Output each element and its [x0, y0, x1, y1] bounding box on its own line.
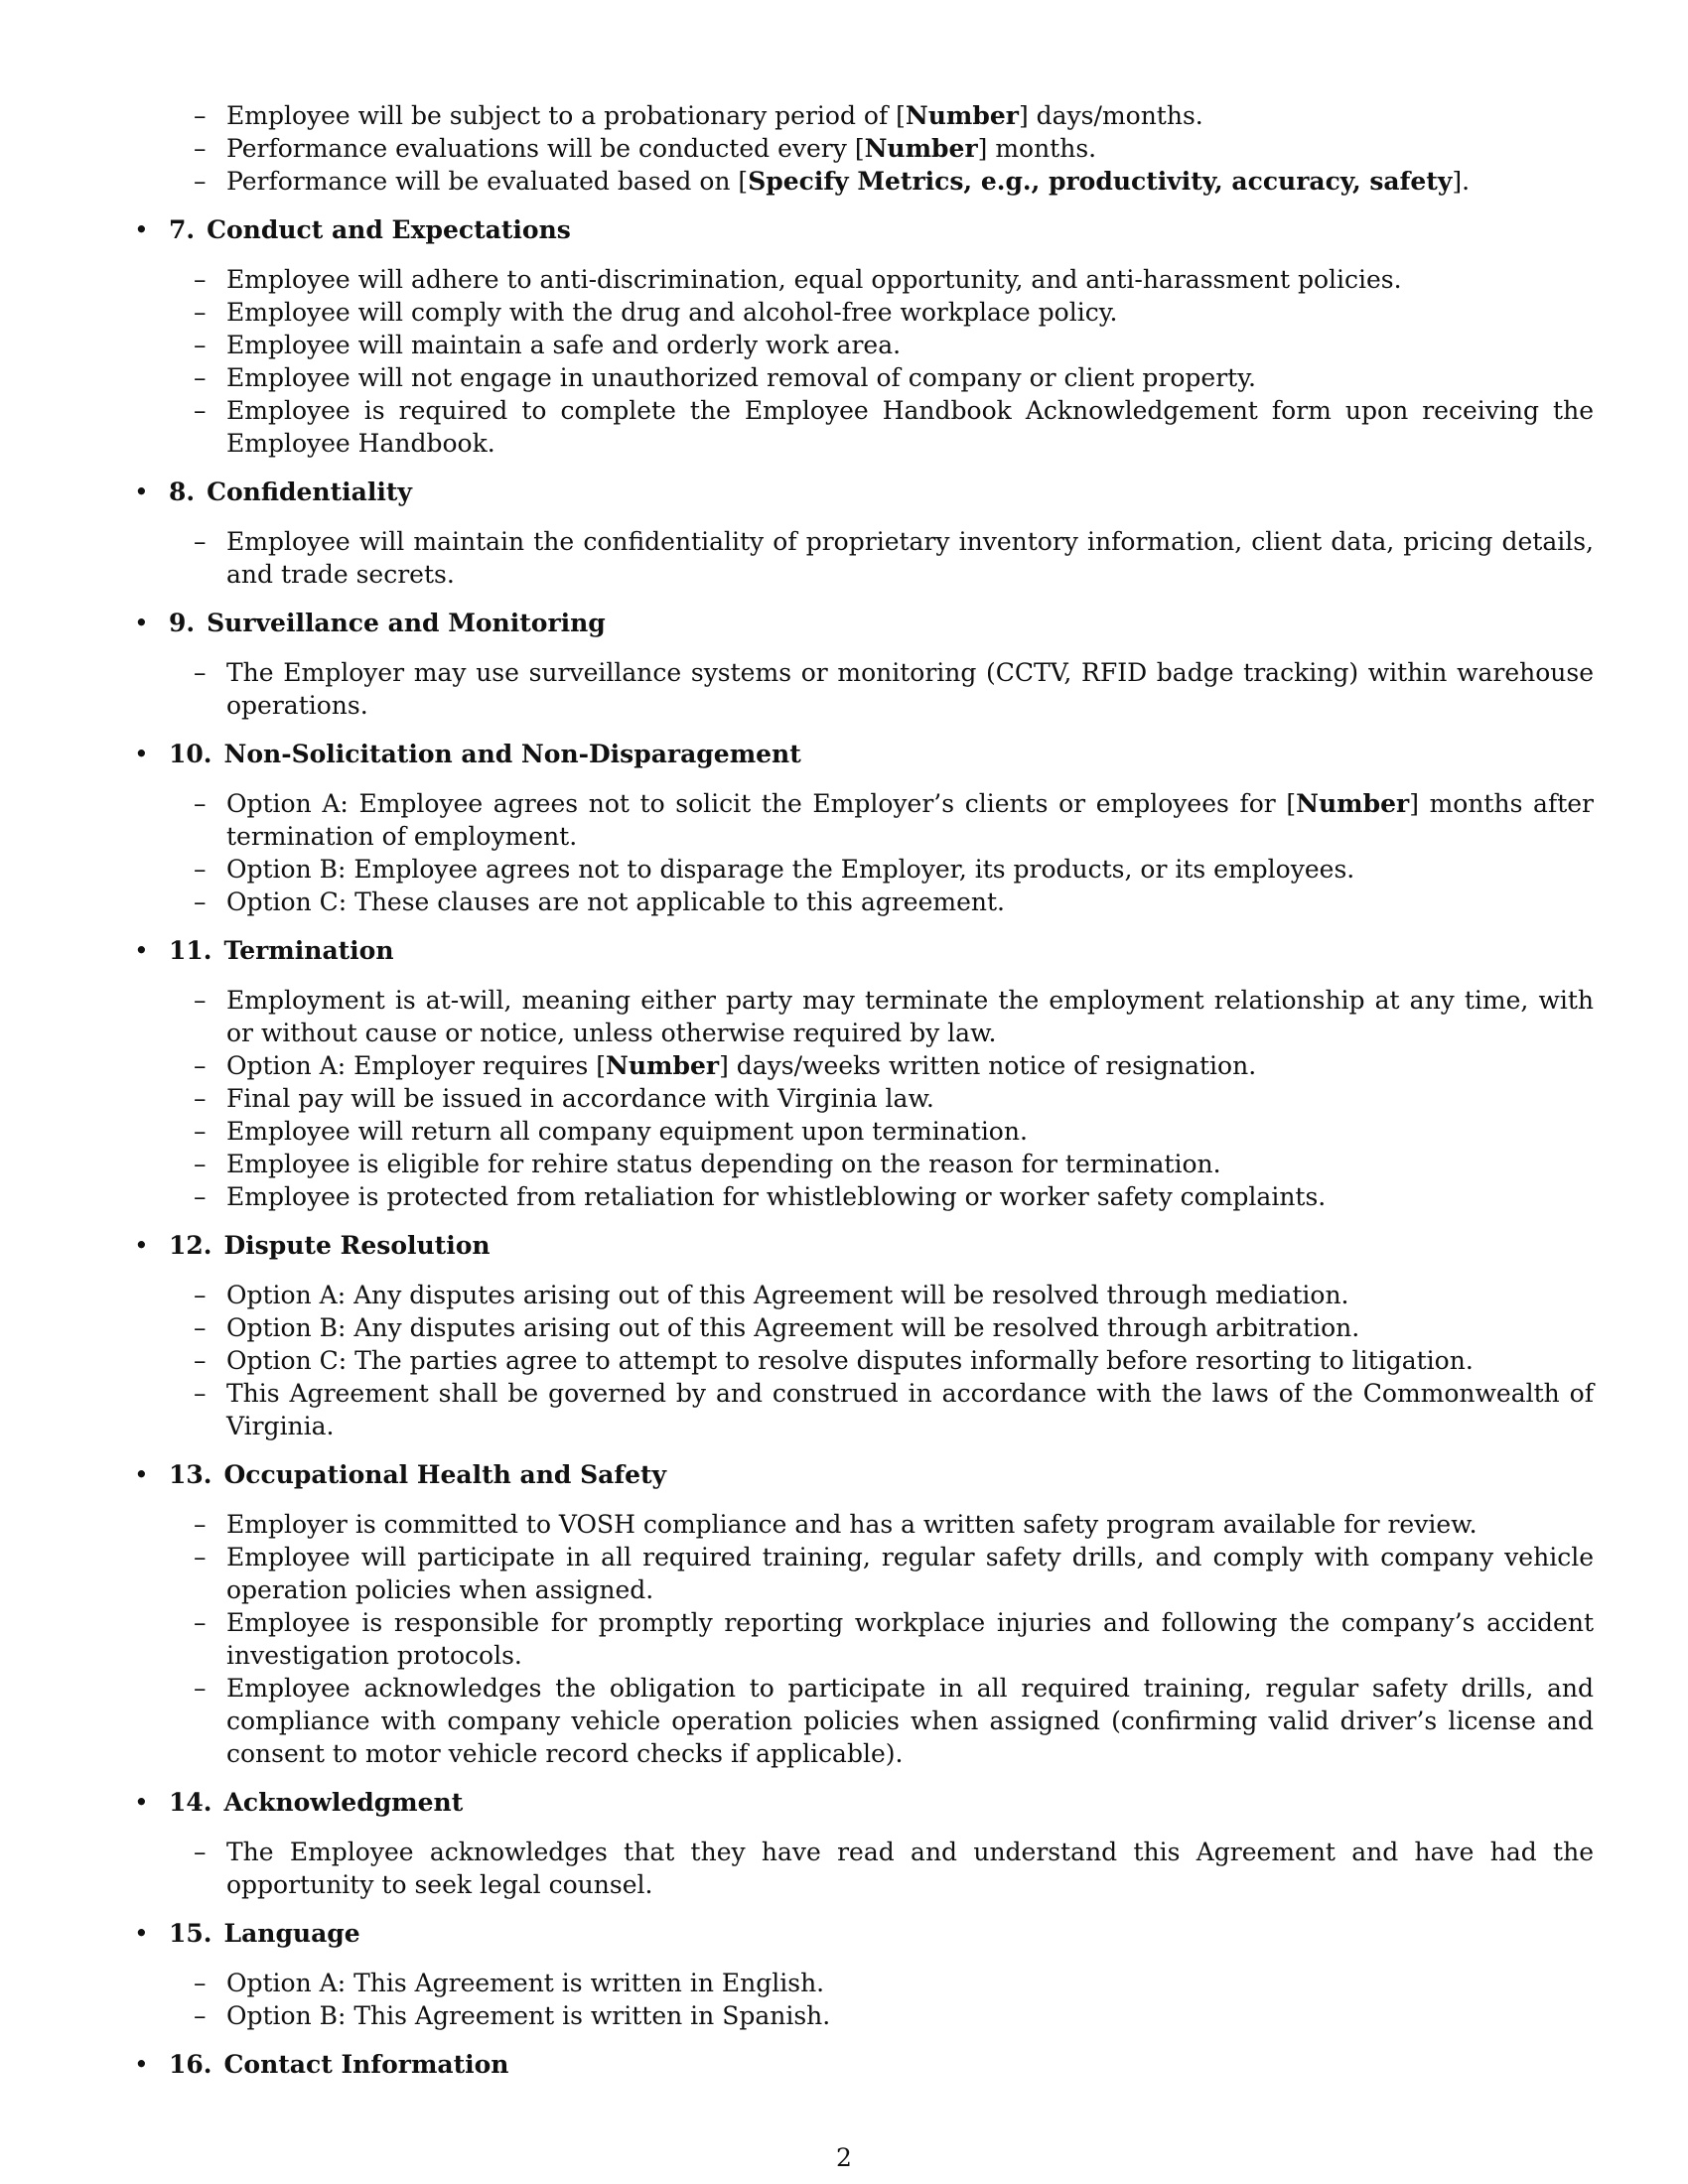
continued-list	[134, 99, 1594, 198]
bullet-icon: •	[134, 478, 149, 506]
placeholder-text: Number	[864, 134, 978, 163]
section-number: 7.	[169, 215, 196, 244]
section	[134, 213, 1594, 460]
placeholder-text: Number	[1296, 789, 1410, 818]
dash-bullet: –	[194, 1674, 207, 1703]
list-item	[134, 361, 1594, 394]
placeholder-text: Number	[606, 1051, 720, 1080]
section-heading	[134, 1229, 1594, 1262]
section-heading	[134, 1786, 1594, 1819]
item-text: Option A: Employee agrees not to solicit the Employer’s clients or employees for [	[226, 789, 1297, 818]
item-text: Employee will not engage in unauthorized removal of company or client property.	[226, 363, 1256, 392]
section-number: 11.	[169, 936, 212, 965]
list-item	[134, 1115, 1594, 1148]
dash-bullet: –	[194, 298, 207, 327]
item-text: Employee will be subject to a probationary period of [	[226, 101, 906, 130]
item-text: Employee acknowledges the obligation to participate in all required training, regular safety drills, and compliance with company vehicle operation policies when assigned (confirming valid driver’s license and consent to motor vehicle record checks if applicable).	[226, 1674, 1594, 1768]
section-title: Conduct and Expectations	[207, 215, 571, 244]
page-number: 2	[836, 2143, 852, 2172]
dash-bullet: –	[194, 527, 207, 556]
list-item	[134, 296, 1594, 329]
section-heading	[134, 476, 1594, 508]
dash-bullet: –	[194, 1346, 207, 1375]
section-items	[134, 1967, 1594, 2032]
section-items	[134, 1279, 1594, 1442]
dash-bullet: –	[194, 1182, 207, 1211]
section	[134, 1458, 1594, 1770]
bullet-icon: •	[134, 609, 149, 637]
item-text: Employment is at-will, meaning either party may terminate the employment relationship at any time, with or without cause or notice, unless otherwise required by law.	[226, 986, 1594, 1047]
section-number: 9.	[169, 609, 196, 637]
item-text: Option A: Any disputes arising out of this Agreement will be resolved through mediation.	[226, 1281, 1349, 1309]
item-text: Option C: The parties agree to attempt to resolve disputes informally before resorting to litigation.	[226, 1346, 1474, 1375]
list-item	[134, 1541, 1594, 1606]
dash-bullet: –	[194, 986, 207, 1015]
section-title: Non-Solicitation and Non-Disparagement	[223, 740, 801, 768]
item-text: Employee will maintain the confidentiality of proprietary inventory information, client data, pricing details, and trade secrets.	[226, 527, 1594, 589]
list-item	[134, 1967, 1594, 1999]
dash-bullet: –	[194, 1608, 207, 1637]
section-items	[134, 1836, 1594, 1901]
item-text: Employee is protected from retaliation for whistleblowing or worker safety complaints.	[226, 1182, 1327, 1211]
list-item	[134, 853, 1594, 886]
dash-bullet: –	[194, 1510, 207, 1539]
list-item	[134, 1672, 1594, 1770]
section-heading	[134, 2048, 1594, 2081]
list-item	[134, 1180, 1594, 1213]
dash-bullet: –	[194, 363, 207, 392]
item-text: ] days/weeks written notice of resignation.	[719, 1051, 1257, 1080]
dash-bullet: –	[194, 265, 207, 294]
item-text: Option B: Any disputes arising out of this Agreement will be resolved through arbitration.	[226, 1313, 1360, 1342]
section-title: Acknowledgment	[223, 1788, 464, 1817]
dash-bullet: –	[194, 167, 207, 196]
dash-bullet: –	[194, 1117, 207, 1146]
section-number: 8.	[169, 478, 196, 506]
section	[134, 1229, 1594, 1442]
list-item	[134, 1377, 1594, 1442]
section	[134, 1917, 1594, 2032]
list-item	[134, 1049, 1594, 1082]
section	[134, 2048, 1594, 2081]
item-text: Employee will participate in all required training, regular safety drills, and comply with company vehicle operation policies when assigned.	[226, 1543, 1594, 1604]
item-text: Employee is eligible for rehire status depending on the reason for termination.	[226, 1150, 1221, 1178]
list-item	[134, 99, 1594, 132]
section-items	[134, 263, 1594, 460]
dash-bullet: –	[194, 101, 207, 130]
item-text: Performance will be evaluated based on [	[226, 167, 749, 196]
dash-bullet: –	[194, 658, 207, 687]
section-number: 16.	[169, 2050, 212, 2079]
dash-bullet: –	[194, 1379, 207, 1408]
section-items	[134, 787, 1594, 918]
section-items	[134, 984, 1594, 1213]
dash-bullet: –	[194, 1838, 207, 1866]
item-text: Employee will adhere to anti-discrimination, equal opportunity, and anti-harassment policies.	[226, 265, 1402, 294]
item-text: Performance evaluations will be conducted every [	[226, 134, 865, 163]
section-number: 12.	[169, 1231, 212, 1260]
bullet-icon: •	[134, 215, 149, 244]
list-item	[134, 1836, 1594, 1901]
list-item	[134, 1279, 1594, 1311]
item-text: The Employee acknowledges that they have read and understand this Agreement and have had the opportunity to seek legal counsel.	[226, 1838, 1594, 1899]
section-heading	[134, 1917, 1594, 1950]
bullet-icon: •	[134, 1919, 149, 1948]
section	[134, 476, 1594, 591]
item-text: Employee is responsible for promptly reporting workplace injuries and following the company’s accident investigation protocols.	[226, 1608, 1594, 1670]
dash-bullet: –	[194, 887, 207, 916]
section-number: 14.	[169, 1788, 212, 1817]
item-text: Option A: This Agreement is written in English.	[226, 1969, 825, 1997]
section-title: Contact Information	[223, 2050, 509, 2079]
item-text: Option A: Employer requires [	[226, 1051, 607, 1080]
section-heading	[134, 934, 1594, 967]
list-item	[134, 132, 1594, 165]
section-items	[134, 525, 1594, 591]
list-item	[134, 656, 1594, 722]
list-item	[134, 263, 1594, 296]
section	[134, 934, 1594, 1213]
list-item	[134, 1606, 1594, 1672]
placeholder-text: Number	[905, 101, 1019, 130]
section-title: Occupational Health and Safety	[223, 1460, 667, 1489]
section-items	[134, 1508, 1594, 1770]
bullet-icon: •	[134, 1460, 149, 1489]
list-item	[134, 1344, 1594, 1377]
list-item	[134, 394, 1594, 460]
bullet-icon: •	[134, 740, 149, 768]
section-title: Language	[223, 1919, 360, 1948]
list-item	[134, 1508, 1594, 1541]
dash-bullet: –	[194, 789, 207, 818]
dash-bullet: –	[194, 134, 207, 163]
item-text: Employee will maintain a safe and orderly work area.	[226, 331, 902, 359]
item-text: Option B: Employee agrees not to disparage the Employer, its products, or its employees.	[226, 855, 1355, 884]
section	[134, 738, 1594, 918]
dash-bullet: –	[194, 855, 207, 884]
dash-bullet: –	[194, 1150, 207, 1178]
item-text: Employer is committed to VOSH compliance and has a written safety program available for review.	[226, 1510, 1477, 1539]
item-text: ] months.	[977, 134, 1097, 163]
section-title: Termination	[223, 936, 394, 965]
bullet-icon: •	[134, 1788, 149, 1817]
bullet-icon: •	[134, 2050, 149, 2079]
section-number: 10.	[169, 740, 212, 768]
list-item	[134, 1082, 1594, 1115]
list-item	[134, 1999, 1594, 2032]
list-item	[134, 525, 1594, 591]
list-item	[134, 787, 1594, 853]
dash-bullet: –	[194, 331, 207, 359]
bullet-icon: •	[134, 1231, 149, 1260]
section-heading	[134, 213, 1594, 246]
item-text: Employee will return all company equipment upon termination.	[226, 1117, 1028, 1146]
section-number: 15.	[169, 1919, 212, 1948]
dash-bullet: –	[194, 396, 207, 425]
list-item	[134, 165, 1594, 198]
section	[134, 607, 1594, 722]
bullet-icon: •	[134, 936, 149, 965]
list-item	[134, 329, 1594, 361]
dash-bullet: –	[194, 1051, 207, 1080]
dash-bullet: –	[194, 1313, 207, 1342]
section	[134, 1786, 1594, 1901]
item-text: This Agreement shall be governed by and construed in accordance with the laws of the Commonwealth of Virginia.	[226, 1379, 1594, 1440]
document-body	[134, 99, 1594, 2081]
item-text: Final pay will be issued in accordance with Virginia law.	[226, 1084, 934, 1113]
placeholder-text: Specify Metrics, e.g., productivity, accuracy, safety	[748, 167, 1453, 196]
dash-bullet: –	[194, 1084, 207, 1113]
dash-bullet: –	[194, 2001, 207, 2030]
dash-bullet: –	[194, 1543, 207, 1571]
item-text: ].	[1452, 167, 1471, 196]
list-item	[134, 886, 1594, 918]
item-text: ] months after termination of employment.	[226, 789, 1595, 851]
item-text: Option C: These clauses are not applicable to this agreement.	[226, 887, 1005, 916]
item-text: ] days/months.	[1018, 101, 1203, 130]
section-heading	[134, 738, 1594, 770]
section-title: Dispute Resolution	[223, 1231, 491, 1260]
item-text: Employee is required to complete the Employee Handbook Acknowledgement form upon receiving the Employee Handbook.	[226, 396, 1594, 458]
list-item	[134, 1311, 1594, 1344]
section-heading	[134, 607, 1594, 639]
list-item	[134, 984, 1594, 1049]
item-text: Option B: This Agreement is written in Spanish.	[226, 2001, 831, 2030]
dash-bullet: –	[194, 1281, 207, 1309]
section-title: Surveillance and Monitoring	[207, 609, 606, 637]
item-text: Employee will comply with the drug and alcohol-free workplace policy.	[226, 298, 1118, 327]
dash-bullet: –	[194, 1969, 207, 1997]
section-title: Confidentiality	[207, 478, 412, 506]
sections-container	[134, 213, 1594, 2081]
section-heading	[134, 1458, 1594, 1491]
list-item	[134, 1148, 1594, 1180]
section-number: 13.	[169, 1460, 212, 1489]
item-text: The Employer may use surveillance systems or monitoring (CCTV, RFID badge tracking) within warehouse operations.	[226, 658, 1594, 720]
section-items	[134, 656, 1594, 722]
